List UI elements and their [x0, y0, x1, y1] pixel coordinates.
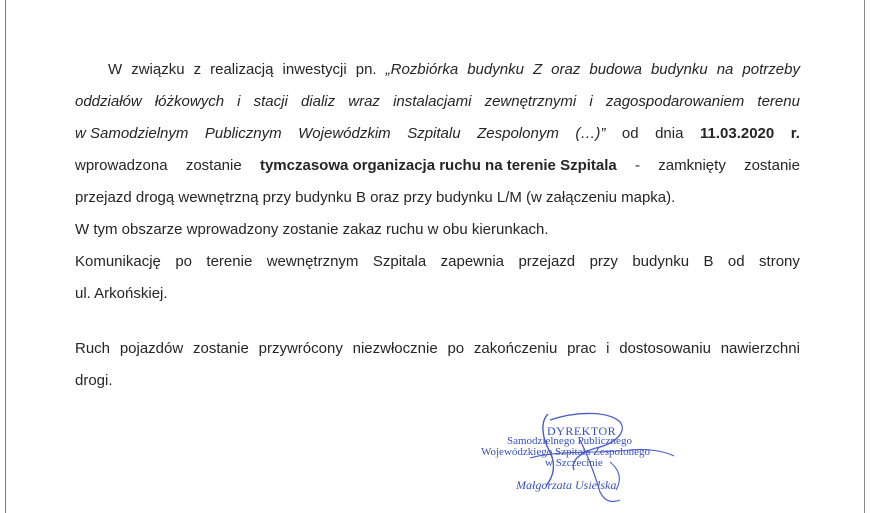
bold-phrase: tymczasowa organizacja ruchu na terenie Szpitala	[259, 157, 617, 174]
word: oraz	[551, 61, 581, 78]
word: zostanie	[744, 157, 800, 174]
word: z	[193, 61, 202, 78]
word: przy	[589, 253, 618, 270]
word: (…)”	[575, 125, 606, 142]
word: łóżkowych	[154, 93, 225, 110]
word: r.	[790, 125, 800, 142]
stamp-line2: Wojewódzkiego Szpitala Zespolonego	[481, 446, 650, 458]
word: budowa	[589, 61, 642, 78]
word: dializ	[300, 93, 336, 110]
word: i	[606, 340, 610, 357]
word: przejazd	[518, 253, 576, 270]
word: niezwłocznie	[352, 340, 438, 357]
signature-stroke	[543, 414, 554, 486]
word: instalacjami	[393, 93, 472, 110]
word: Komunikację	[75, 253, 161, 270]
word: od	[621, 125, 639, 142]
word: nawierzchni	[720, 340, 800, 357]
word: budynku	[632, 253, 690, 270]
stamp-name: Małgorzata Usielska	[516, 478, 617, 492]
paragraph4-line1	[75, 339, 800, 359]
word: prac	[567, 340, 597, 357]
paragraph3-line2: ul. Arkońskiej.	[75, 285, 168, 302]
paragraph3-line1	[75, 252, 800, 272]
word: oddziałów	[75, 93, 142, 110]
word: wewnętrznym	[266, 253, 359, 270]
word: budynku	[467, 61, 524, 78]
paragraph1-line2	[75, 92, 800, 112]
word: wprowadzona	[75, 157, 168, 174]
word: budynku	[650, 61, 708, 78]
signature-stroke	[580, 440, 620, 502]
handwritten-signature	[470, 400, 700, 513]
word: Ruch	[75, 340, 111, 357]
word: i	[237, 93, 241, 110]
paragraph2: W tym obszarze wprowadzony zostanie zakaz ruchu w obu kierunkach.	[75, 221, 549, 238]
word: Zespolonym	[477, 125, 559, 142]
word: zostanie	[192, 340, 249, 357]
word: realizacją	[210, 61, 274, 78]
word: od	[727, 253, 745, 270]
paragraph1-line3	[75, 124, 800, 144]
page-right-border	[864, 0, 865, 513]
word: Szpitalu	[407, 125, 461, 142]
word: strony	[759, 253, 800, 270]
stamp-line1: Samodzielnego Publicznego	[507, 435, 632, 447]
word: -	[635, 157, 641, 174]
word: dnia	[655, 125, 684, 142]
stamp-title: DYREKTOR	[547, 424, 617, 438]
word: w Samodzielnym	[75, 125, 189, 142]
paragraph4-line2: drogi.	[75, 372, 113, 389]
word: na	[716, 61, 734, 78]
word: pojazdów	[119, 340, 184, 357]
word: stacji	[253, 93, 288, 110]
signature-stroke	[550, 413, 622, 470]
word: inwestycji	[282, 61, 347, 78]
signature-stroke	[610, 462, 619, 490]
word: W	[108, 61, 123, 78]
word: Szpitala	[372, 253, 427, 270]
word: B	[703, 253, 714, 270]
word: Wojewódzkim	[298, 125, 391, 142]
paragraph1-line5: przejazd drogą wewnętrzną przy budynku B oraz przy budynku L/M (w załączeniu mapka).	[75, 189, 676, 206]
word: zagospodarowaniem	[605, 93, 745, 110]
word: pn.	[355, 61, 377, 78]
word: po	[175, 253, 192, 270]
word: zewnętrznymi	[484, 93, 577, 110]
paragraph1-line4	[75, 156, 800, 176]
word: Publicznym	[204, 125, 282, 142]
word: po	[447, 340, 465, 357]
date-bold: 11.03.2020	[699, 125, 775, 142]
stamp-line3: w Szczecinie	[545, 457, 603, 469]
word: potrzeby	[742, 61, 800, 78]
word: zamknięty	[658, 157, 726, 174]
word: przywrócony	[258, 340, 343, 357]
page-left-border	[5, 0, 6, 513]
word: zostanie	[185, 157, 242, 174]
paragraph1-line1	[108, 60, 800, 80]
word: i	[589, 93, 593, 110]
word: dostosowaniu	[619, 340, 711, 357]
word: związku	[131, 61, 185, 78]
word: „Rozbiórka	[385, 61, 459, 78]
word: zapewnia	[440, 253, 505, 270]
word: wraz	[348, 93, 380, 110]
word: terenie	[206, 253, 253, 270]
word: terenu	[757, 93, 800, 110]
word: Z	[532, 61, 543, 78]
word: zakończeniu	[473, 340, 558, 357]
